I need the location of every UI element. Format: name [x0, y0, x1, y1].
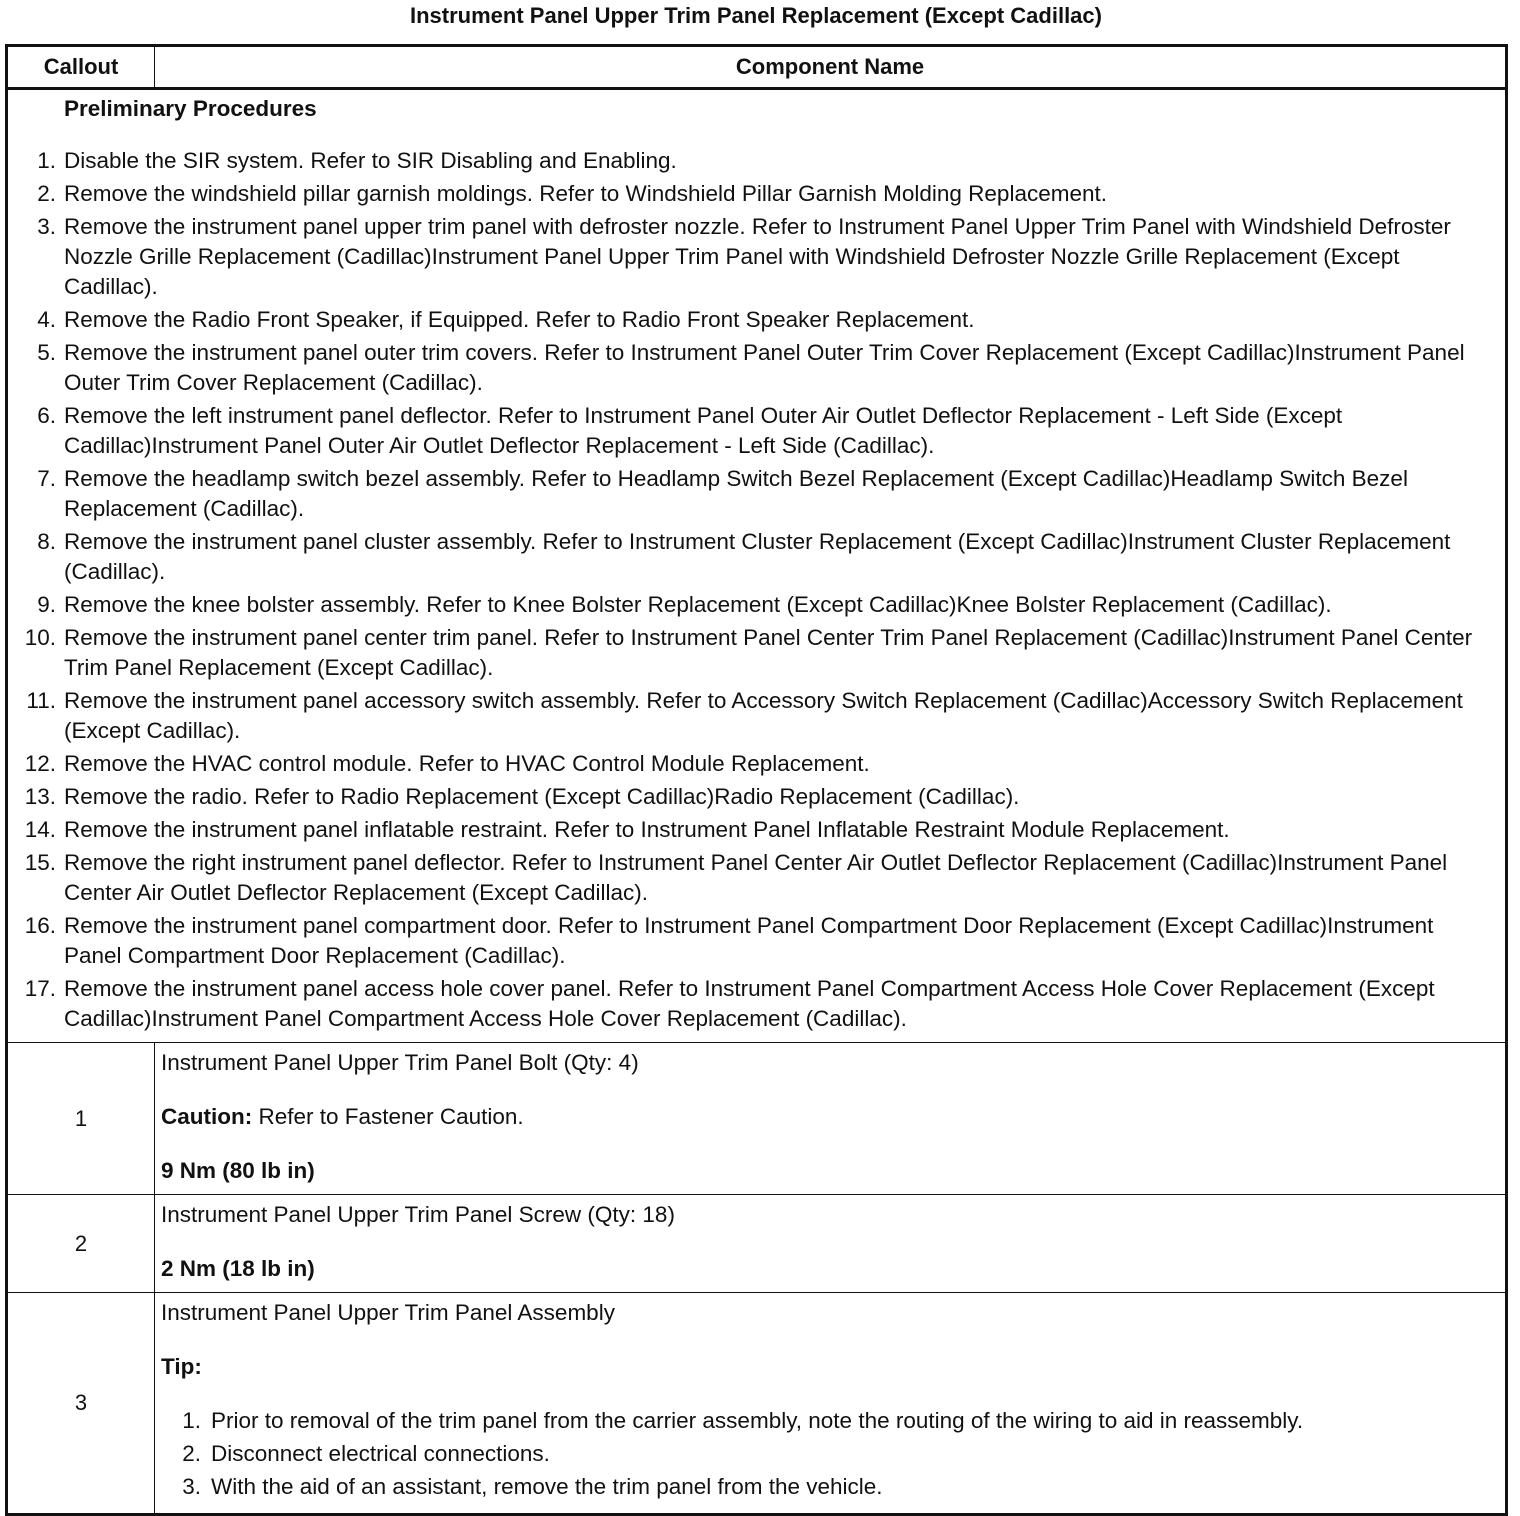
document-title: Instrument Panel Upper Trim Panel Replacement (Except Cadillac)	[410, 3, 1102, 28]
table-header-row	[7, 46, 1507, 89]
list-item	[8, 146, 1495, 176]
step-number: 1.	[182, 1408, 201, 1433]
step-text: Remove the HVAC control module. Refer to HVAC Control Module Replacement.	[64, 751, 870, 776]
caution-text: Refer to Fastener Caution.	[258, 1104, 524, 1129]
component-name: Instrument Panel Upper Trim Panel Assembly	[161, 1300, 615, 1325]
step-text: Remove the Radio Front Speaker, if Equipped. Refer to Radio Front Speaker Replacement.	[64, 307, 975, 332]
step-number: 2.	[37, 181, 56, 206]
component-cell	[155, 1195, 1507, 1293]
step-text: Remove the knee bolster assembly. Refer to Knee Bolster Replacement (Except Cadillac)Knee Bolster Replacement (Cadillac).	[64, 592, 1332, 617]
preliminary-procedures-cell	[7, 89, 1507, 1043]
table-row	[7, 1195, 1507, 1293]
component-cell	[155, 1293, 1507, 1515]
step-text: Remove the instrument panel center trim panel. Refer to Instrument Panel Center Trim Panel Replacement (Cadillac)Instrument Panel Center Trim Panel Replacement (Except Cadillac).	[64, 625, 1473, 680]
step-text: Remove the instrument panel outer trim covers. Refer to Instrument Panel Outer Trim Cover Replacement (Except Cadillac)Instrument Panel Outer Trim Cover Replacement (Cadillac).	[64, 340, 1465, 395]
list-item	[161, 1439, 1495, 1469]
step-number: 14.	[24, 817, 56, 842]
step-number: 2.	[182, 1441, 201, 1466]
list-item	[8, 974, 1495, 1034]
step-text: Disable the SIR system. Refer to SIR Disabling and Enabling.	[64, 148, 677, 173]
torque-spec: 2 Nm (18 lb in)	[161, 1256, 315, 1281]
table-row	[7, 1043, 1507, 1195]
procedure-table	[5, 44, 1508, 1516]
torque-spec: 9 Nm (80 lb in)	[161, 1158, 315, 1183]
step-number: 3.	[37, 214, 56, 239]
table-row	[7, 1293, 1507, 1515]
callout-number: 1	[7, 1043, 155, 1195]
step-text: Remove the instrument panel access hole cover panel. Refer to Instrument Panel Compartment Access Hole Cover Replacement (Except Cadillac)Instrument Panel Compartment Access Hole Cover Replacement (Cadillac).	[64, 976, 1435, 1031]
step-text: Remove the left instrument panel deflector. Refer to Instrument Panel Outer Air Outlet Deflector Replacement - Left Side (Except Cadillac)Instrument Panel Outer Air Outlet Deflector Replacement - Left Side (Cadillac).	[64, 403, 1343, 458]
step-number: 7.	[37, 466, 56, 491]
list-item	[8, 401, 1495, 461]
step-number: 6.	[37, 403, 56, 428]
caution-label: Caution:	[161, 1104, 253, 1129]
list-item	[8, 305, 1495, 335]
list-item	[8, 848, 1495, 908]
step-number: 9.	[37, 592, 56, 617]
step-number: 13.	[24, 784, 56, 809]
component-name: Instrument Panel Upper Trim Panel Bolt (Qty: 4)	[161, 1050, 639, 1075]
step-number: 16.	[24, 913, 56, 938]
list-item	[8, 815, 1495, 845]
step-text: Remove the windshield pillar garnish moldings. Refer to Windshield Pillar Garnish Molding Replacement.	[64, 181, 1107, 206]
list-item	[8, 464, 1495, 524]
step-number: 17.	[24, 976, 56, 1001]
step-text: Remove the instrument panel cluster assembly. Refer to Instrument Cluster Replacement (Except Cadillac)Instrument Cluster Replacement (Cadillac).	[64, 529, 1451, 584]
component-cell	[155, 1043, 1507, 1195]
step-text: Remove the instrument panel accessory switch assembly. Refer to Accessory Switch Replacement (Cadillac)Accessory Switch Replacement (Except Cadillac).	[64, 688, 1463, 743]
list-item	[8, 749, 1495, 779]
tip-steps-list	[161, 1406, 1495, 1502]
list-item	[8, 212, 1495, 302]
callout-number: 3	[7, 1293, 155, 1515]
step-text: Remove the instrument panel upper trim panel with defroster nozzle. Refer to Instrument Panel Upper Trim Panel with Windshield Defroster Nozzle Grille Replacement (Cadillac)Instrument Panel Upper Trim Panel with Windshield Defroster Nozzle Grille Replacement (Except Cadillac).	[64, 214, 1451, 299]
step-text: Prior to removal of the trim panel from the carrier assembly, note the routing of the wiring to aid in reassembly.	[211, 1408, 1304, 1433]
component-column-header: Component Name	[155, 46, 1507, 89]
list-item	[8, 527, 1495, 587]
step-text: Disconnect electrical connections.	[211, 1441, 550, 1466]
list-item	[161, 1406, 1495, 1436]
callout-column-header: Callout	[7, 46, 155, 89]
step-text: Remove the instrument panel compartment door. Refer to Instrument Panel Compartment Door Replacement (Except Cadillac)Instrument Panel Compartment Door Replacement (Cadillac).	[64, 913, 1434, 968]
tip-label: Tip:	[161, 1354, 202, 1379]
step-number: 4.	[37, 307, 56, 332]
step-text: Remove the instrument panel inflatable restraint. Refer to Instrument Panel Inflatable Restraint Module Replacement.	[64, 817, 1230, 842]
step-text: With the aid of an assistant, remove the trim panel from the vehicle.	[211, 1474, 883, 1499]
component-name: Instrument Panel Upper Trim Panel Screw (Qty: 18)	[161, 1202, 675, 1227]
step-number: 10.	[24, 625, 56, 650]
step-number: 5.	[37, 340, 56, 365]
list-item	[8, 179, 1495, 209]
preliminary-steps-list	[8, 146, 1495, 1034]
preliminary-procedures-row	[7, 89, 1507, 1043]
callout-number: 2	[7, 1195, 155, 1293]
caution-note	[161, 1102, 1495, 1132]
step-number: 15.	[24, 850, 56, 875]
list-item	[8, 782, 1495, 812]
step-text: Remove the right instrument panel deflector. Refer to Instrument Panel Center Air Outlet Deflector Replacement (Cadillac)Instrument Panel Center Air Outlet Deflector Replacement (Except Cadillac).	[64, 850, 1448, 905]
list-item	[8, 623, 1495, 683]
step-number: 12.	[24, 751, 56, 776]
list-item	[8, 911, 1495, 971]
step-number: 3.	[182, 1474, 201, 1499]
list-item	[8, 686, 1495, 746]
step-text: Remove the headlamp switch bezel assembly. Refer to Headlamp Switch Bezel Replacement (Except Cadillac)Headlamp Switch Bezel Replacement (Cadillac).	[64, 466, 1408, 521]
preliminary-procedures-heading: Preliminary Procedures	[64, 96, 317, 121]
step-text: Remove the radio. Refer to Radio Replacement (Except Cadillac)Radio Replacement (Cadillac).	[64, 784, 1020, 809]
list-item	[161, 1472, 1495, 1502]
step-number: 1.	[37, 148, 56, 173]
list-item	[8, 590, 1495, 620]
step-number: 8.	[37, 529, 56, 554]
list-item	[8, 338, 1495, 398]
step-number: 11.	[26, 688, 56, 713]
